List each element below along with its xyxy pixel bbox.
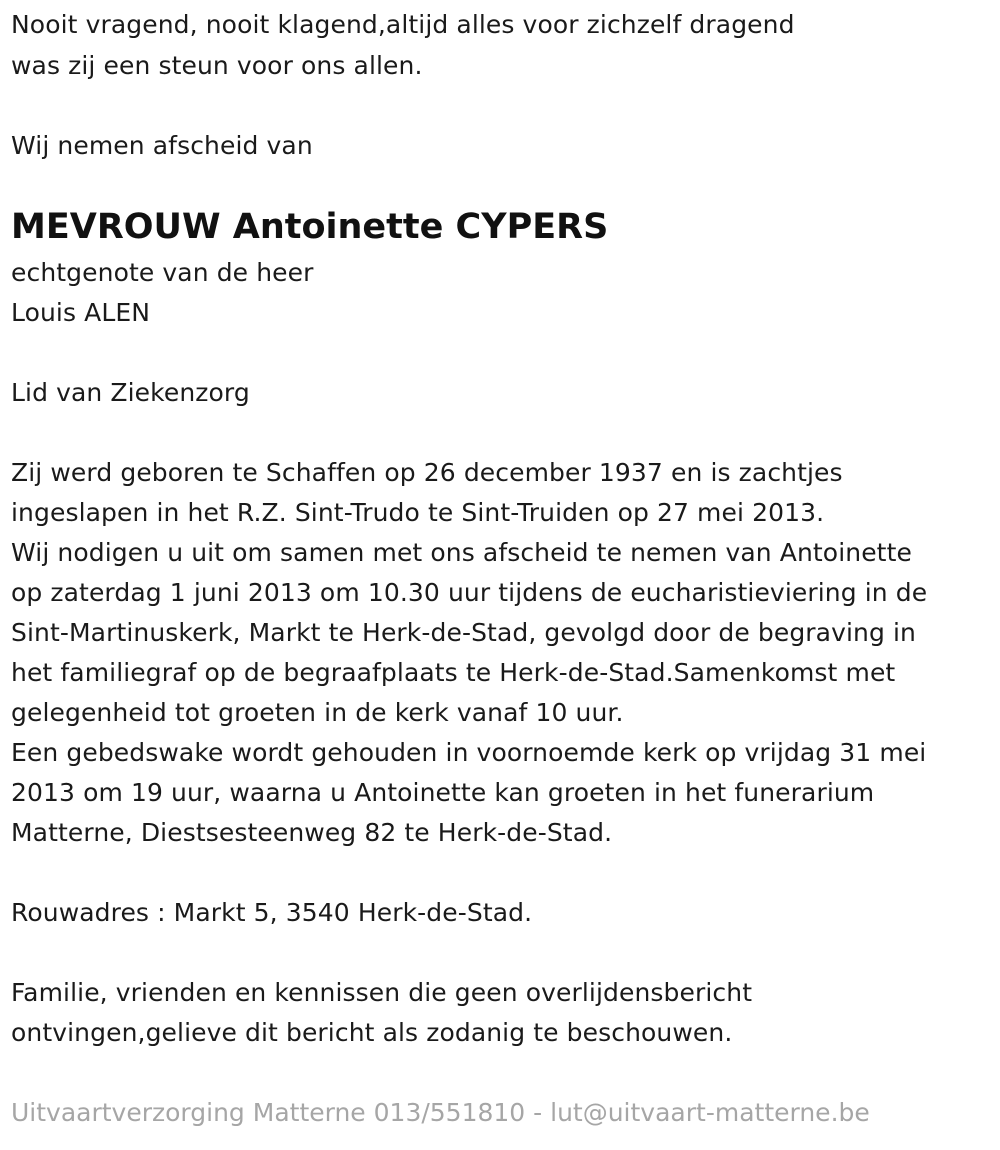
body-line: Matterne, Diestsesteenweg 82 te Herk-de-Stad.	[11, 818, 613, 847]
body-line: gelegenheid tot groeten in de kerk vanaf 10 uur.	[11, 698, 624, 727]
notice-line: ontvingen,gelieve dit bericht als zodanig te beschouwen.	[11, 1018, 733, 1047]
body-line: ingeslapen in het R.Z. Sint-Trudo te Sint-Truiden op 27 mei 2013.	[11, 498, 825, 527]
body-line: Sint-Martinuskerk, Markt te Herk-de-Stad, gevolgd door de begraving in	[11, 618, 916, 647]
spouse-name: Louis ALEN	[11, 298, 151, 327]
body-line: Zij werd geboren te Schaffen op 26 december 1937 en is zachtjes	[11, 458, 843, 487]
notice-line: Familie, vrienden en kennissen die geen overlijdensbericht	[11, 978, 753, 1007]
membership-text: Lid van Ziekenzorg	[11, 378, 250, 407]
body-line: op zaterdag 1 juni 2013 om 10.30 uur tijdens de eucharistieviering in de	[11, 578, 928, 607]
farewell-text: Wij nemen afscheid van	[11, 131, 313, 160]
intro-line: Nooit vragend, nooit klagend,altijd alles voor zichzelf dragend	[11, 10, 795, 39]
body-line: 2013 om 19 uur, waarna u Antoinette kan groeten in het funerarium	[11, 778, 875, 807]
mourning-address: Rouwadres : Markt 5, 3540 Herk-de-Stad.	[11, 898, 533, 927]
intro-line: was zij een steun voor ons allen.	[11, 51, 423, 80]
spouse-label: echtgenote van de heer	[11, 258, 314, 287]
body-line: Een gebedswake wordt gehouden in voornoemde kerk op vrijdag 31 mei	[11, 738, 927, 767]
deceased-name: MEVROUW Antoinette CYPERS	[11, 207, 609, 247]
funeral-home-footer: Uitvaartverzorging Matterne 013/551810 - lut@uitvaart-matterne.be	[11, 1098, 870, 1127]
body-line: Wij nodigen u uit om samen met ons afscheid te nemen van Antoinette	[11, 538, 912, 567]
body-line: het familiegraf op de begraafplaats te Herk-de-Stad.Samenkomst met	[11, 658, 896, 687]
